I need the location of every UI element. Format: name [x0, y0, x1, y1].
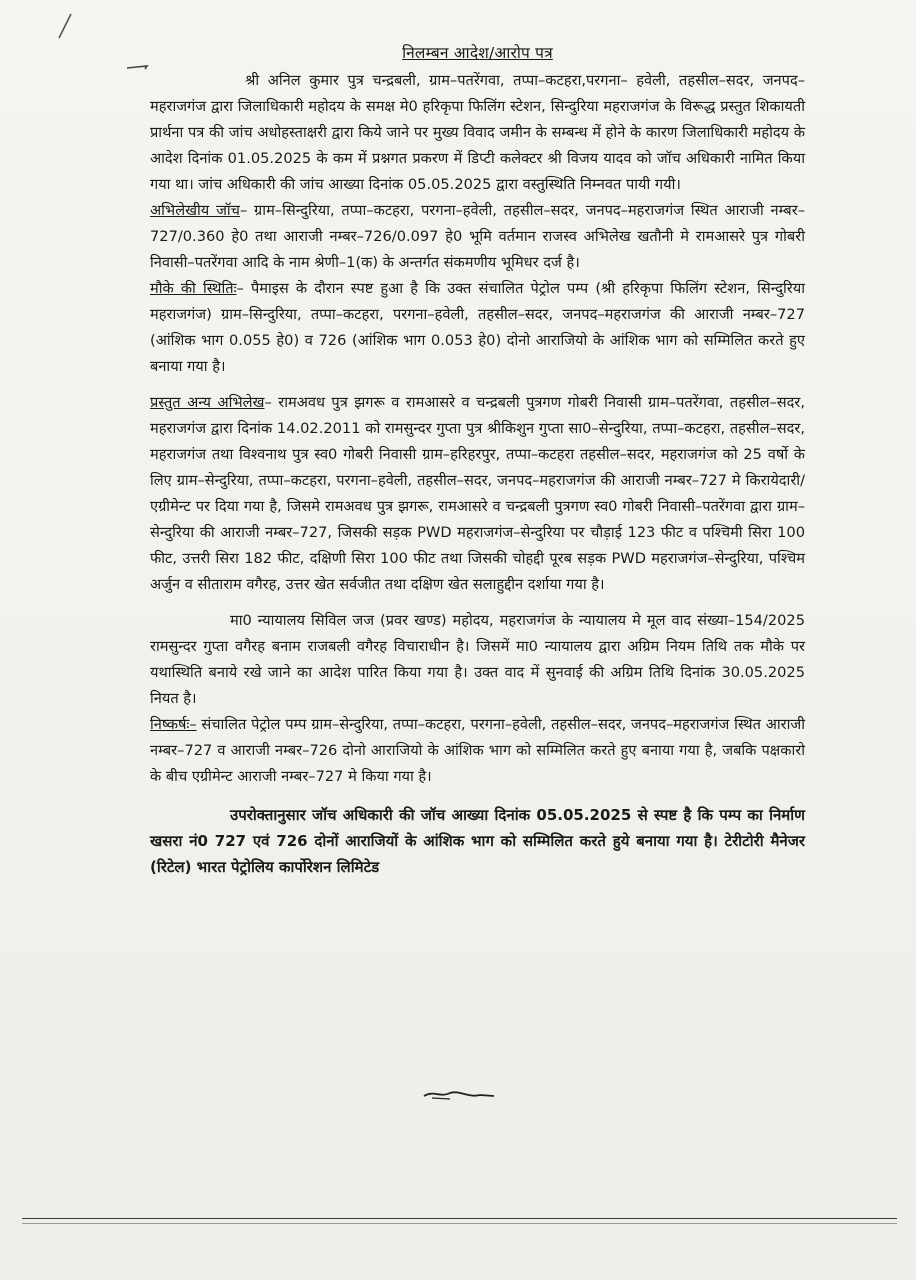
site-section — [150, 276, 805, 380]
conclusion-heading: निष्कर्षः– — [150, 716, 197, 733]
court-paragraph: मा0 न्यायालय सिविल जज (प्रवर खण्ड) महोदय, महराजगंज के न्यायालय मे मूल वाद संख्या–154/2025 रामसुन्दर गुप्ता वगैरह बनाम राजबली वगैरह विचाराधीन है। जिसमें मा0 न्यायालय द्वारा अग्रिम नियम तिथि तक मौके पर यथास्थिति बनाये रखे जाने का आदेश पारित किया गया है। उक्त वाद में सुनवाई की अग्रिम तिथि दिनांक 30.05.2025 नियत है। — [150, 612, 805, 707]
final-paragraph: उपरोक्तानुसार जॉच अधिकारी की जॉच आख्या दिनांक 05.05.2025 से स्पष्ट है कि पम्प का निर्माण खसरा नं0 727 एवं 726 दोनों आराजियों के आंशिक भाग को सम्मिलित करते हुये बनाया गया है। टेरीटोरी मैनेजर (रिटेल) भारत पेट्रोलिय कार्पोरेशन लिमिटेड — [150, 806, 805, 876]
conclusion-text: संचालित पेट्रोल पम्प ग्राम–सेन्दुरिया, तप्पा–कटहरा, परगना–हवेली, तहसील–सदर, जनपद–महराजगंज स्थित आराजी नम्बर–727 व आराजी नम्बर–726 दोनो आराजियो के आंशिक भाग को सम्मिलित करते हुए बनाया गया है, जबकि पक्षकारो के बीच एग्रीमेन्ट आराजी नम्बर–727 मे किया गया है। — [150, 716, 805, 785]
document-title: निलम्बन आदेश/आरोप पत्र — [402, 44, 553, 62]
record-section — [150, 198, 805, 276]
other-records-heading: प्रस्तुत अन्य अभिलेख — [150, 394, 265, 411]
footer-rule — [22, 1218, 897, 1219]
conclusion-section — [150, 712, 805, 790]
other-records-section — [150, 390, 805, 598]
initials-signature — [420, 1084, 500, 1104]
record-text: – ग्राम–सिन्दुरिया, तप्पा–कटहरा, परगना–हवेली, तहसील–सदर, जनपद–महराजगंज स्थित आराजी नम्बर–727/0.360 हे0 तथा आराजी नम्बर–726/0.097 हे0 भूमि वर्तमान राजस्व अभिलेख खतौनी मे रामआसरे पुत्र गोबरी निवासी–पतरेंगवा आदि के नाम श्रेणी–1(क) के अन्तर्गत संकमणीय भूमिधर दर्ज है। — [150, 202, 805, 271]
site-text: – पैमाइस के दौरान स्पष्ट हुआ है कि उक्त संचालित पेट्रोल पम्प (श्री हरिकृपा फिलिंग स्टेशन, सिन्दुरिया महराजगंज) ग्राम–सिन्दुरिया, तप्पा–कटहरा, परगना–हवेली, तहसील–सदर, जनपद–महराजगंज की आराजी नम्बर–727 (आंशिक भाग 0.055 हे0) व 726 (आंशिक भाग 0.053 हे0) दोनो आराजियो के आंशिक भाग को सम्मिलित करते हुए बनाया गया है। — [150, 280, 805, 375]
pen-mark — [125, 62, 151, 72]
intro-paragraph: श्री अनिल कुमार पुत्र चन्द्रबली, ग्राम–पतरेंगवा, तप्पा–कटहरा,परगना– हवेली, तहसील–सदर, जनपद–महराजगंज द्वारा जिलाधिकारी महोदय के समक्ष मे0 हरिकृपा फिलिंग स्टेशन, सिन्दुरिया महराजगंज के विरूद्ध प्रस्तुत शिकायती प्रार्थना पत्र की जांच अधोहस्ताक्षरी द्वारा किये जाने पर मुख्य विवाद जमीन के सम्बन्ध में होने के कारण जिलाधिकारी महोदय के आदेश दिनांक 01.05.2025 के कम में प्रश्नगत प्रकरण में डिप्टी कलेक्टर श्री विजय यादव को जॉच अधिकारी नामित किया गया था। जांच अधिकारी की जांच आख्या दिनांक 05.05.2025 द्वारा वस्तुस्थिति निम्नवत पायी गयी। — [150, 72, 805, 193]
pen-mark — [55, 12, 75, 42]
site-heading: मौके की स्थितिः — [150, 280, 237, 297]
record-heading: अभिलेखीय जॉच — [150, 202, 240, 219]
letter-body — [150, 40, 805, 880]
footer-rule-shadow — [22, 1223, 897, 1224]
other-records-text: – रामअवध पुत्र झगरू व रामआसरे व चन्द्रबली पुत्रगण गोबरी निवासी ग्राम–पतरेंगवा, तहसील–सदर, महराजगंज द्वारा दिनांक 14.02.2011 को रामसुन्दर गुप्ता पुत्र श्रीकिशुन गुप्ता सा0–सेन्दुरिया, तप्पा–कटहरा, तहसील–सदर, महराजगंज तथा विश्वनाथ पुत्र स्व0 गोबरी निवासी ग्राम–हरिहरपुर, तप्पा–कटहरा तहसील–सदर, महराजगंज को 25 वर्षो के लिए ग्राम–सेन्दुरिया, तप्पा–कटहरा, परगना–हवेली, तहसील–सदर, जनपद–महराजगंज की आराजी नम्बर–727 मे किरायेदारी/एग्रीमेन्ट पर दिया गया है, जिसमे रामअवध पुत्र झगरू, रामआसरे व चन्द्रबली पुत्रगण स्व0 गोबरी निवासी–पतरेंगवा द्वारा ग्राम–सेन्दुरिया की आराजी नम्बर–727, जिसकी सड़क PWD महराजगंज–सेन्दुरिया पर चौड़ाई 123 फीट व पश्चिमी सिरा 100 फीट, उत्तरी सिरा 182 फीट, दक्षिणी सिरा 100 फीट तथा जिसकी चोहद्दी पूरब सड़क PWD महराजगंज–सेन्दुरिया, पश्चिम अर्जुन व सीताराम वगैरह, उत्तर खेत सर्वजीत तथा दक्षिण खेत सलाहुद्दीन दर्शाया गया है। — [150, 394, 805, 593]
